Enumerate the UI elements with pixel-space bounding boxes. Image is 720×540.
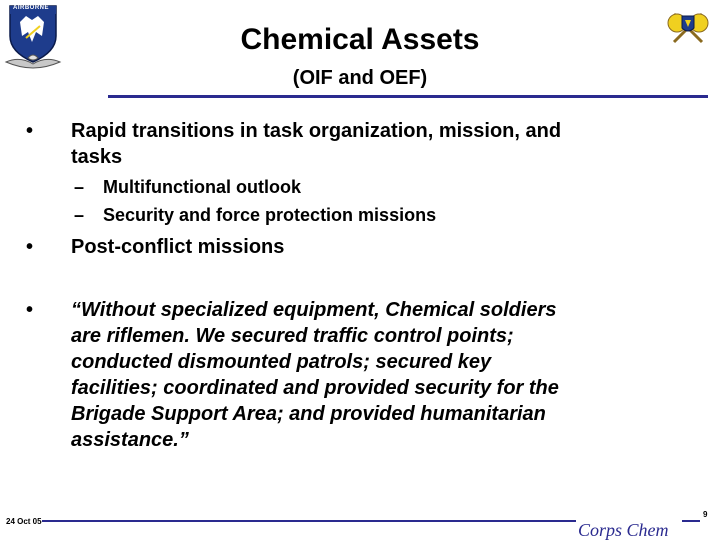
bullet-text-line: assistance.” [71, 429, 189, 451]
sub-bullet-text: Multifunctional outlook [103, 177, 301, 197]
sub-bullet-marker: – [74, 177, 85, 197]
bullet-text-line: conducted dismounted patrols; secured key [71, 351, 492, 373]
bullet-text-line: Rapid transitions in task organization, mission, and [71, 120, 562, 142]
page-number: 9 [703, 510, 708, 519]
bullet-marker: • [26, 299, 34, 321]
bullet-text-line: Brigade Support Area; and provided humanitarian [71, 403, 546, 425]
corps-patch-tab-text: AIRBORNE [13, 5, 50, 11]
slide-title: Chemical Assets [240, 23, 480, 56]
bullet-text: Post-conflict missions [71, 236, 285, 258]
bullet-text [71, 118, 561, 144]
sub-bullet-marker: – [74, 205, 85, 225]
footer-divider-right [682, 520, 700, 522]
slide-subtitle: (OIF and OEF) [292, 67, 428, 89]
bullet-text-line: “Without specialized equipment, Chemical soldiers [71, 299, 557, 321]
footer-date: 24 Oct 05 [6, 517, 42, 526]
bullet-marker: • [26, 236, 34, 258]
header-divider [108, 95, 708, 98]
bullet-marker: • [26, 120, 34, 142]
bullet-text-line: facilities; coordinated and provided security for the [71, 377, 559, 399]
bullet-text-line: tasks [71, 146, 123, 168]
bullet-text-line: are riflemen. We secured traffic control points; [71, 325, 514, 347]
sub-bullet-text: Security and force protection missions [103, 205, 437, 225]
footer-divider [42, 520, 576, 522]
footer-org-name: Corps Chem [578, 520, 669, 540]
